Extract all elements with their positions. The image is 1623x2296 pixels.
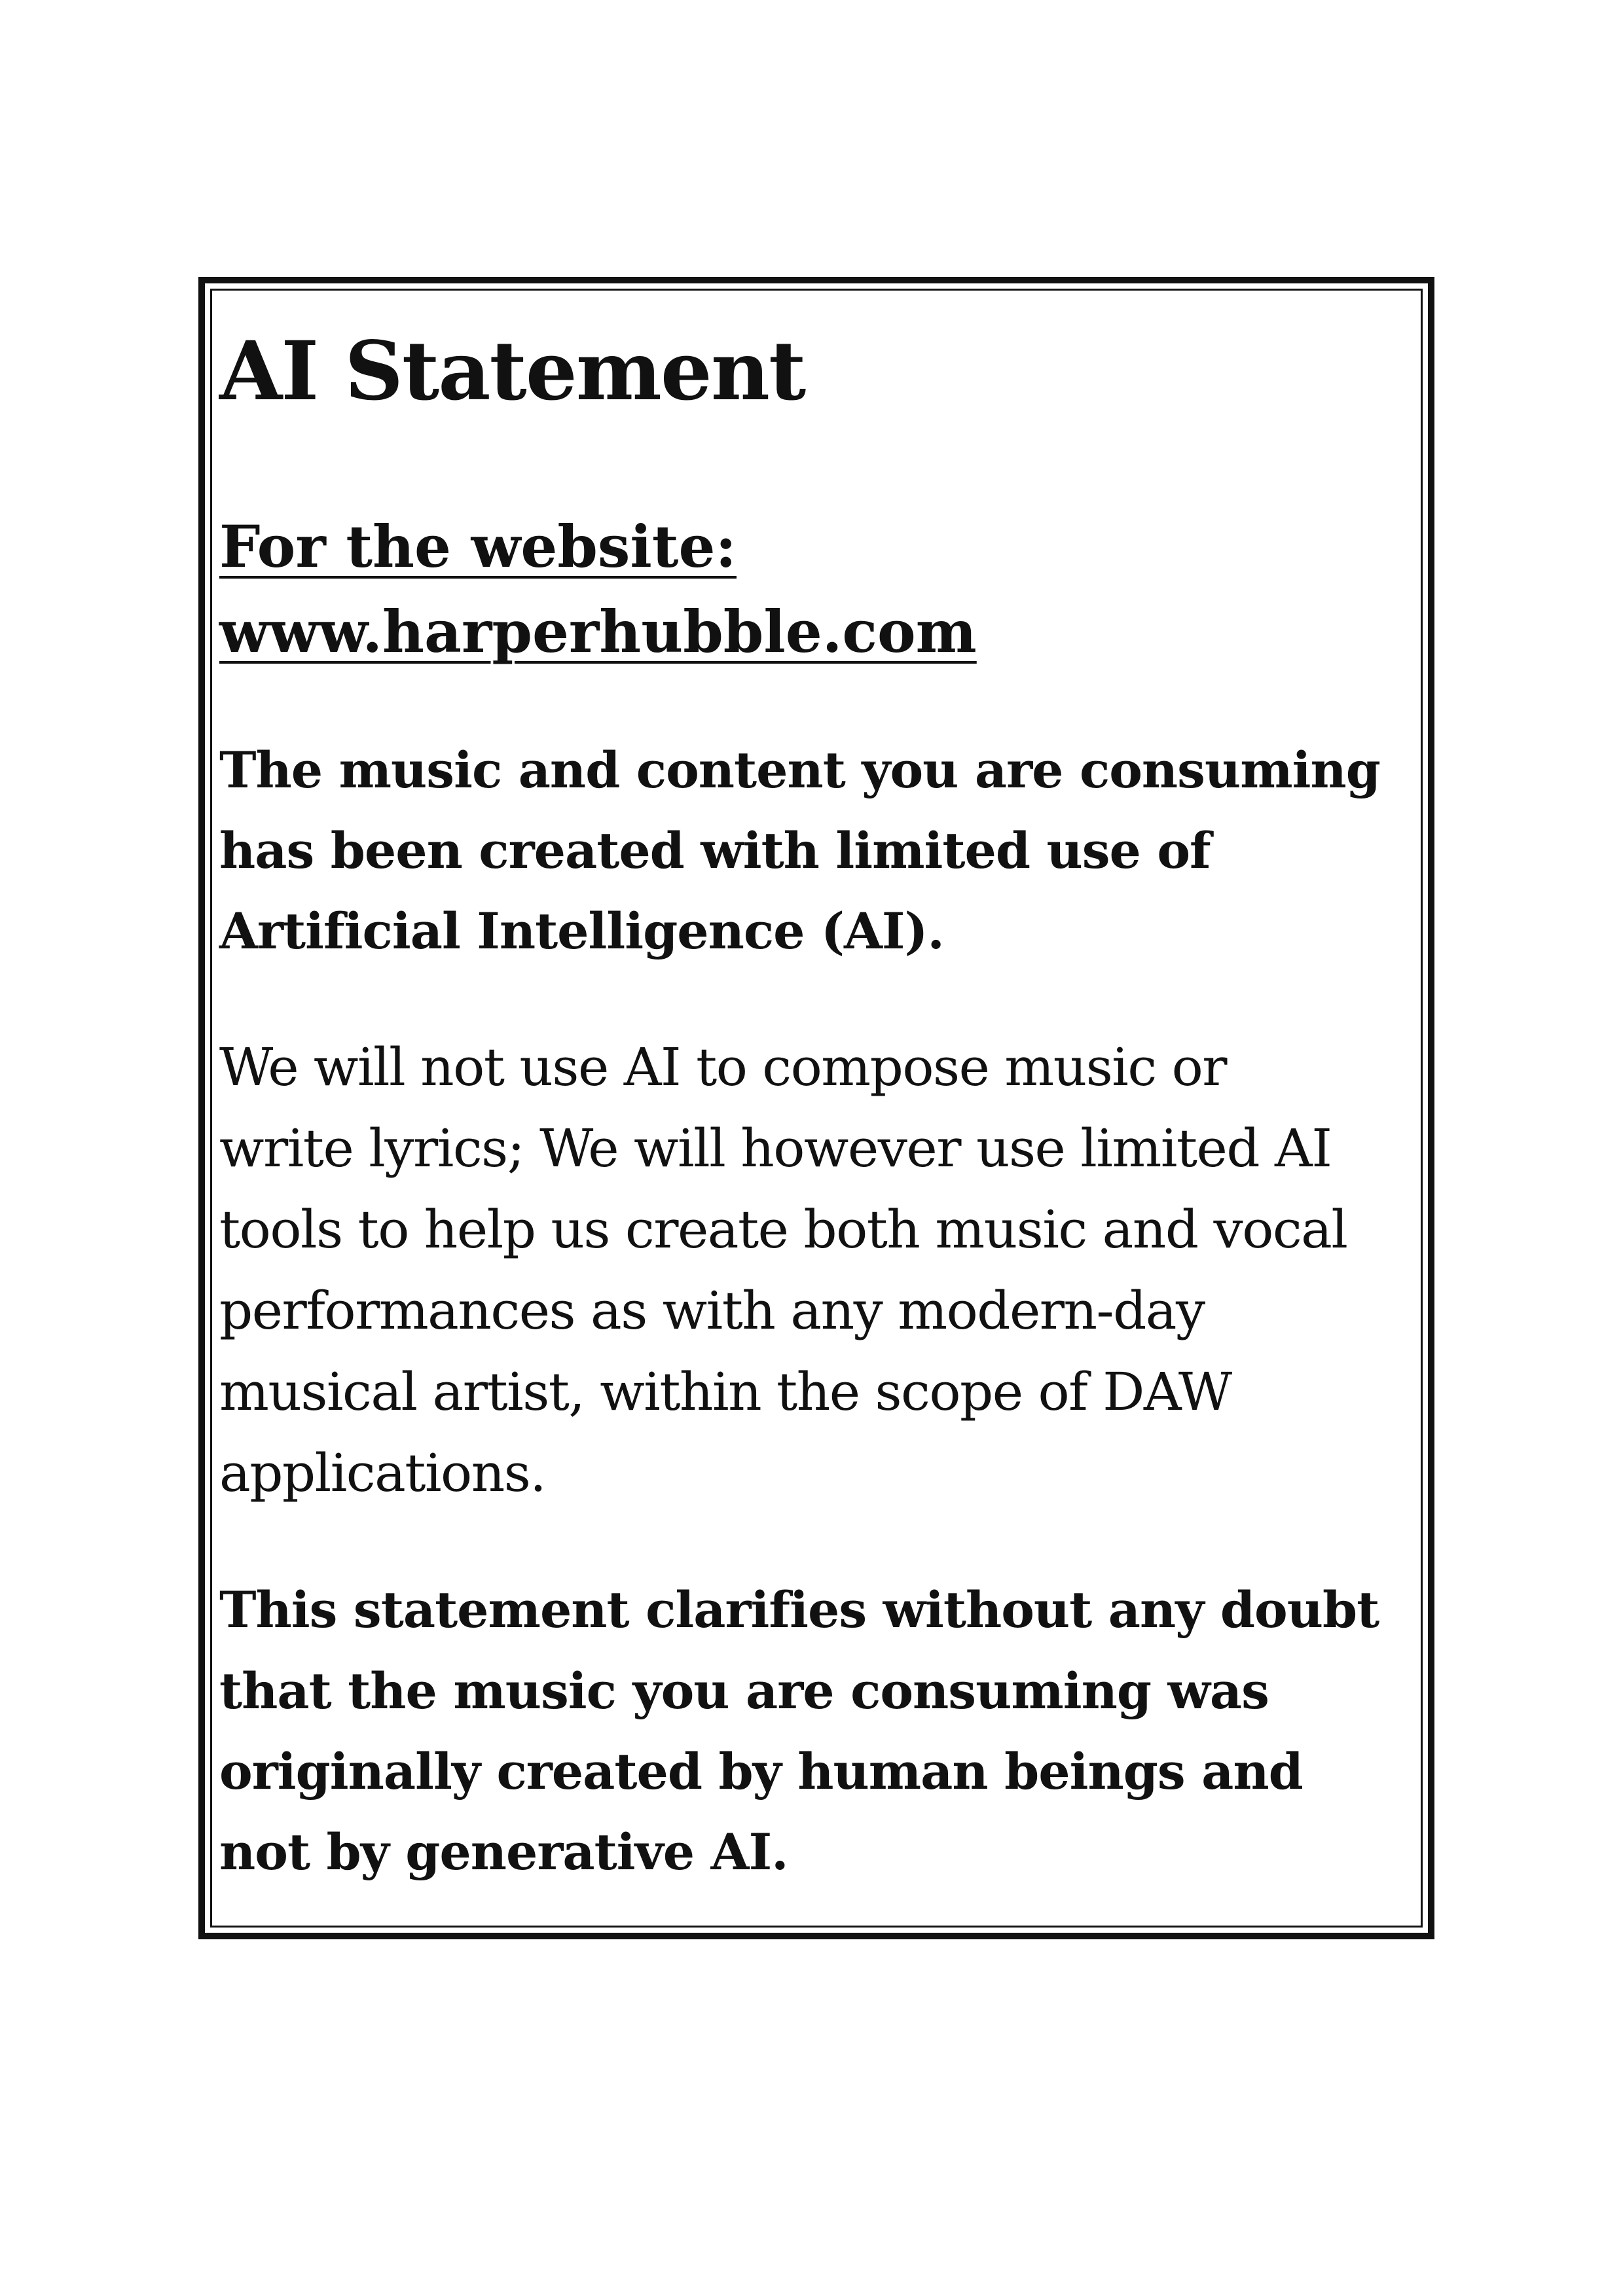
paragraph-line: applications. [219,1443,546,1504]
paragraph-line: performances as with any modern-day [219,1280,1205,1342]
paragraph-line: has been created with limited use of [219,821,1211,880]
clarification-paragraph [219,1570,1424,1892]
statement-content [219,324,1424,1948]
paragraph-line: that the music you are consuming was [219,1661,1269,1720]
usage-disclosure-paragraph [219,730,1424,971]
paragraph-line: This statement clarifies without any doubt [219,1581,1379,1640]
website-label: For the website: [219,512,737,581]
paragraph-line: Artificial Intelligence (AI). [219,902,944,961]
paragraph-line: tools to help us create both music and vocal [219,1199,1347,1261]
paragraph-line: We will not use AI to compose music or [219,1037,1226,1098]
paragraph-line: originally created by human beings and [219,1742,1303,1801]
website-block [219,505,1424,674]
paragraph-line: The music and content you are consuming [219,741,1380,800]
ai-policy-paragraph [219,1027,1424,1514]
website-url: www.harperhubble.com [219,597,977,666]
paragraph-line: not by generative AI. [219,1822,788,1881]
paragraph-line: write lyrics; We will however use limited AI [219,1118,1332,1179]
page-title: AI Statement [219,324,805,419]
paragraph-line: musical artist, within the scope of DAW [219,1361,1231,1423]
